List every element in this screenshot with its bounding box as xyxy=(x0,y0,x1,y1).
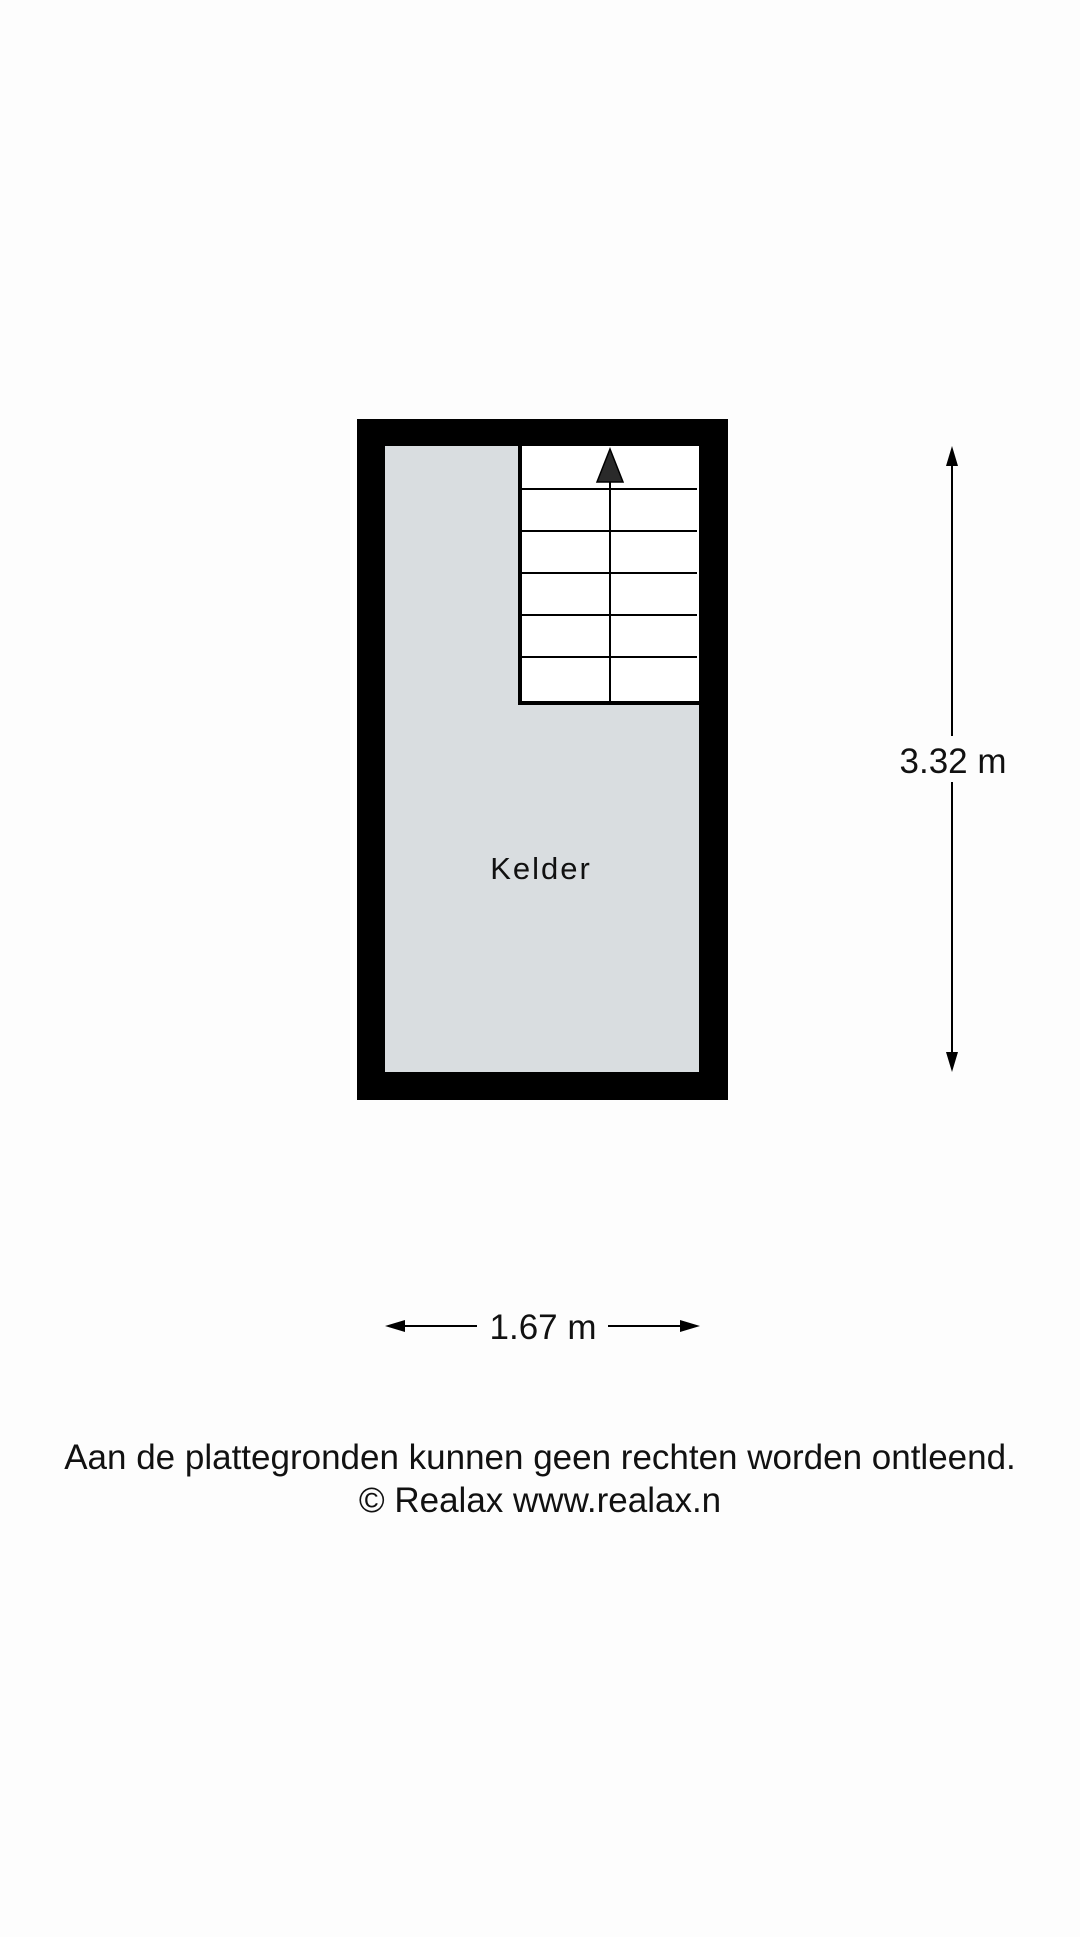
arrow-right-icon xyxy=(680,1320,700,1332)
footer xyxy=(0,1436,1080,1522)
arrow-down-icon xyxy=(946,1052,958,1072)
disclaimer-text: Aan de plattegronden kunnen geen rechten worden ontleend. xyxy=(64,1438,1016,1477)
width-dimension-label: 1.67 m xyxy=(489,1308,597,1347)
copyright-text: © Realax www.realax.n xyxy=(358,1481,722,1520)
arrow-up-icon xyxy=(946,446,958,466)
height-dimension xyxy=(900,446,1007,1072)
width-dimension xyxy=(385,1308,700,1347)
height-dimension-label: 3.32 m xyxy=(899,742,1007,781)
staircase xyxy=(518,446,699,703)
room-label: Kelder xyxy=(490,851,592,886)
arrow-left-icon xyxy=(385,1320,405,1332)
